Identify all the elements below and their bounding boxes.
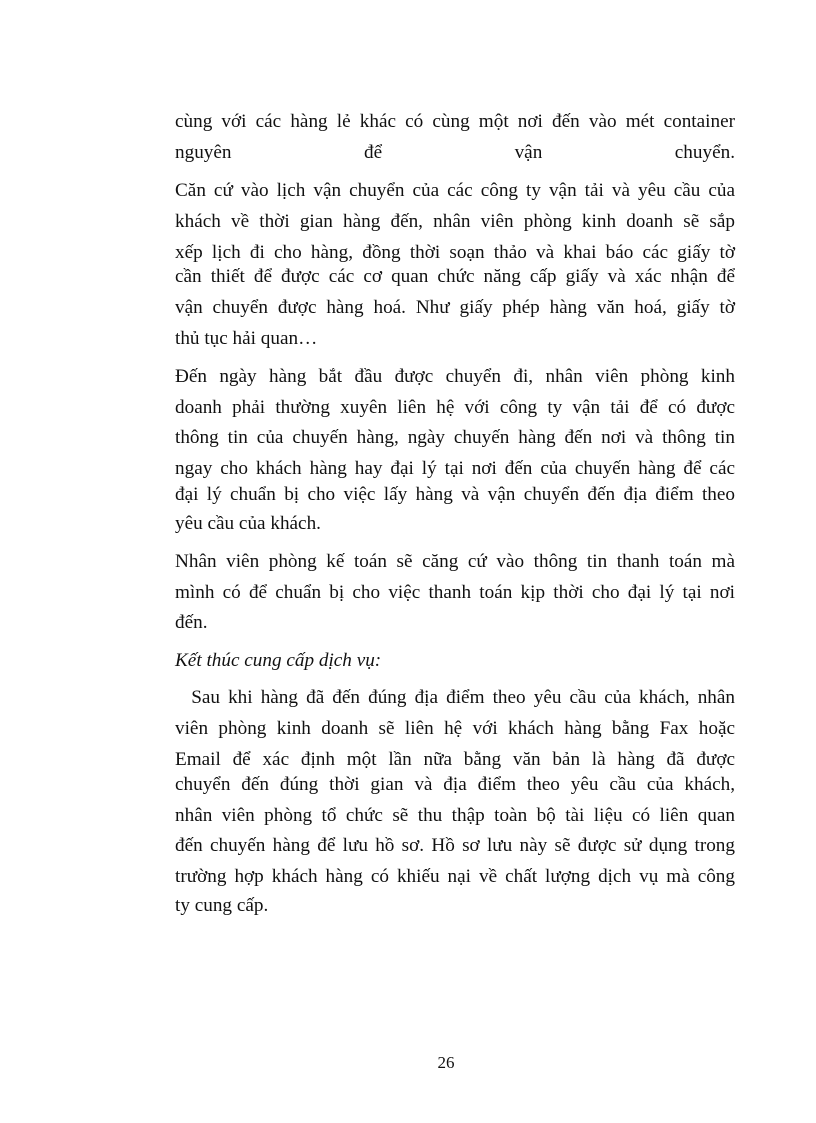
page-number: 26 (437, 1053, 455, 1072)
text-line: xếp lịch đi cho hàng, đồng thời soạn thảo và khai báo các giấy tờ (175, 242, 735, 263)
text-line: mình có để chuẩn bị cho việc thanh toán kịp thời cho đại lý tại nơi (175, 582, 735, 603)
text-line: trường hợp khách hàng có khiếu nại về chất lượng dịch vụ mà công (175, 866, 735, 887)
text-line: nguyên để vận chuyển. (175, 142, 735, 163)
text-line: thủ tục hải quan… (175, 328, 318, 349)
text-line: Kết thúc cung cấp dịch vụ: (175, 650, 382, 671)
text-line: Nhân viên phòng kế toán sẽ căng cứ vào thông tin thanh toán mà (175, 551, 735, 572)
text-line: cùng với các hàng lẻ khác có cùng một nơi đến vào mét container (175, 111, 735, 132)
text-line: Email để xác định một lần nữa bằng văn bản là hàng đã được (175, 749, 735, 770)
text-line: thông tin của chuyến hàng, ngày chuyến hàng đến nơi và thông tin (175, 427, 735, 448)
text-line: vận chuyển được hàng hoá. Như giấy phép hàng văn hoá, giấy tờ (175, 297, 735, 318)
text-line: nhân viên phòng tổ chức sẽ thu thập toàn bộ tài liệu có liên quan (175, 805, 735, 826)
text-line: khách về thời gian hàng đến, nhân viên phòng kinh doanh sẽ sắp (175, 211, 735, 232)
text-line: chuyển đến đúng thời gian và địa điểm theo yêu cầu của khách, (175, 774, 735, 795)
text-line: viên phòng kinh doanh sẽ liên hệ với khách hàng bằng Fax hoặc (175, 718, 735, 739)
text-line: đến chuyến hàng để lưu hồ sơ. Hồ sơ lưu này sẽ được sử dụng trong (175, 835, 735, 856)
text-line: đến. (175, 612, 208, 633)
text-line: ngay cho khách hàng hay đại lý tại nơi đến của chuyến hàng để các (175, 458, 735, 479)
text-line: doanh phải thường xuyên liên hệ với công ty vận tải để có được (175, 397, 735, 418)
text-line: đại lý chuẩn bị cho việc lấy hàng và vận chuyển đến địa điểm theo (175, 484, 735, 505)
text-line: Sau khi hàng đã đến đúng địa điểm theo yêu cầu của khách, nhân (175, 687, 735, 708)
text-line: Đến ngày hàng bắt đầu được chuyển đi, nhân viên phòng kinh (175, 366, 735, 387)
text-line: cần thiết để được các cơ quan chức năng cấp giấy và xác nhận để (175, 266, 735, 287)
text-line: Căn cứ vào lịch vận chuyển của các công ty vận tải và yêu cầu của (175, 180, 735, 201)
text-line: ty cung cấp. (175, 895, 269, 916)
text-line: yêu cầu của khách. (175, 513, 321, 534)
